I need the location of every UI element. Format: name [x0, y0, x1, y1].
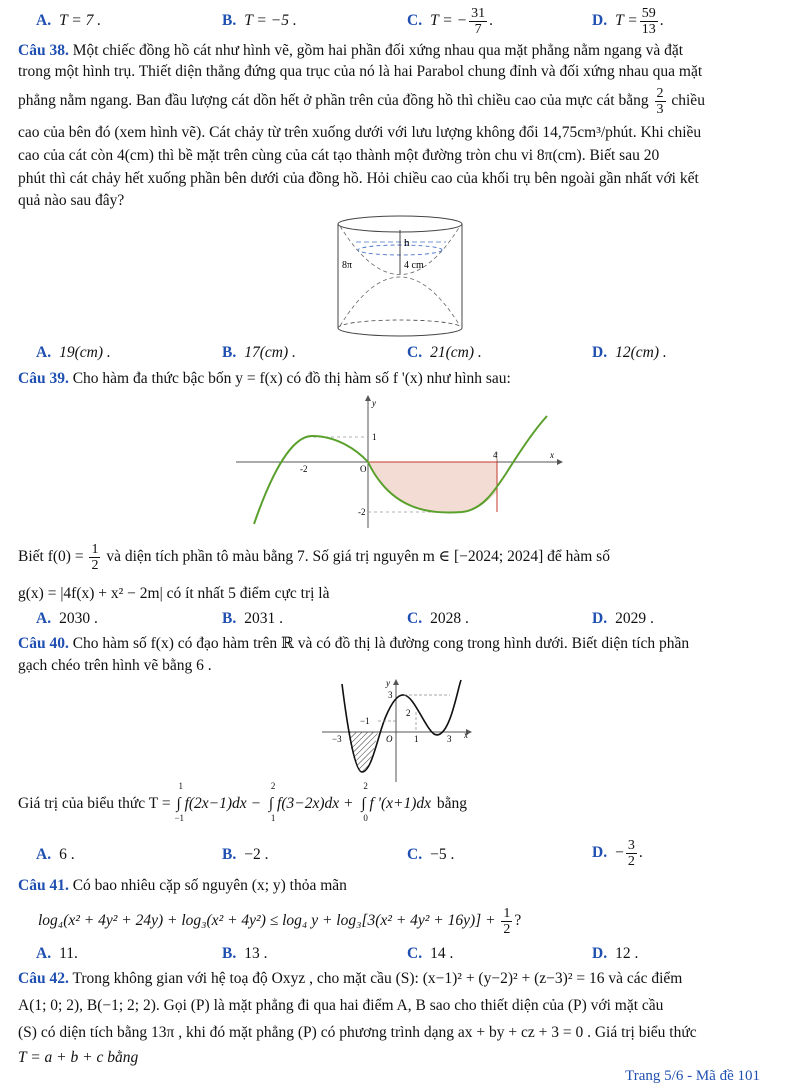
q39-option-b[interactable]: B. 2031 . [222, 610, 283, 627]
q39-option-a[interactable]: A. 2030 . [36, 610, 98, 627]
q40-option-a[interactable]: A. 6 . [36, 846, 75, 863]
label-y: y [372, 398, 376, 408]
bottom-ellipse-back [338, 320, 462, 328]
q42-line1: Câu 42. Trong không gian với hệ toạ độ Oxyz , cho mặt cầu (S): (x−1)² + (y−2)² + (z−3)² = 16 và các điểm [18, 970, 683, 987]
label-1: 1 [414, 734, 419, 744]
fraction: $\frac{3}{2}$ [627, 838, 635, 869]
label-x: x [464, 730, 468, 740]
q40-function-graph [316, 676, 476, 786]
q42-line3: (S) có diện tích bằng 13π , khi đó mặt phẳng (P) có phương trình dạng ax + by + cz + 3 = 0 . Giá trị biểu thức [18, 1024, 697, 1041]
label-3y: 3 [388, 690, 393, 700]
q38-line1: Câu 38. Một chiếc đồng hồ cát như hình vẽ, gồm hai phần đối xứng nhau qua mặt phẳng nằm ngang và đặt [18, 42, 684, 59]
q37-option-d[interactable]: D. T = $\frac{59}{13}$ . [592, 6, 664, 37]
integral-1: 1 −1 ∫ f(2x−1)dx − [174, 781, 262, 823]
q39-option-c[interactable]: C. 2028 . [407, 610, 469, 627]
q38-line3: phẳng nằm ngang. Ban đầu lượng cát dồn hết ở phần trên của đồng hồ thì chiều cao của mực cát bằng $\frac{2}{3}$ chiều [18, 86, 705, 117]
integral-2: 2 1 ∫ f(3−2x)dx + [268, 781, 354, 823]
q39-stem: Câu 39. Cho hàm đa thức bậc bốn y = f(x) có đồ thị hàm số f '(x) như hình sau: [18, 370, 511, 387]
q40-line1: Câu 40. Cho hàm số f(x) có đạo hàm trên ℝ và có đồ thị là đường cong trong hình dưới. Biết diện tích phần [18, 635, 690, 652]
q40-line2: gạch chéo trên hình vẽ bằng 6 . [18, 657, 212, 674]
label-origin: O [386, 734, 393, 744]
q41-option-b[interactable]: B. 13 . [222, 945, 268, 962]
q40-option-c[interactable]: C. −5 . [407, 846, 455, 863]
q42-line4: T = a + b + c bằng [18, 1049, 139, 1066]
label-neg2y: -2 [358, 507, 366, 517]
q37-options [0, 6, 800, 36]
q38-line4: cao của bên đó (xem hình vẽ). Cát chảy từ trên xuống dưới với lưu lượng không đổi 14,75cm³/phút. Khi chiều [18, 124, 702, 141]
label-8pi: 8π [342, 260, 353, 271]
q41-option-c[interactable]: C. 14 . [407, 945, 454, 962]
q38-option-d[interactable]: D. 12(cm) . [592, 344, 667, 361]
bottom-ellipse [338, 328, 462, 336]
q39-option-d[interactable]: D. 2029 . [592, 610, 654, 627]
q39-derivative-graph [232, 392, 568, 532]
page-footer: Trang 5/6 - Mã đề 101 [625, 1068, 760, 1084]
q42-line2: A(1; 0; 2), B(−1; 2; 2). Gọi (P) là mặt phẳng đi qua hai điểm A, B sao cho thiết diện của (P) với mặt cầu [18, 997, 664, 1014]
q41-option-a[interactable]: A. 11. [36, 945, 78, 962]
q37-option-b[interactable]: B. T = −5 . [222, 12, 297, 29]
label-4: 4 [493, 450, 498, 460]
q37-option-a[interactable]: A. T = 7 . [36, 12, 102, 29]
fraction: $\frac{59}{13}$ [641, 6, 656, 37]
top-ellipse [338, 216, 462, 232]
label-4cm: 4 cm [404, 260, 424, 271]
q38-line6: phút thì cát chảy hết xuống phần bên dưới của đồng hồ. Hỏi chiều cao của khối trụ bên ngoài gần nhất với kết [18, 170, 699, 187]
q38-option-c[interactable]: C. 21(cm) . [407, 344, 482, 361]
q40-expression: Giá trị của biểu thức T = 1 −1 ∫ f(2x−1)dx − 2 1 ∫ f(3−2x)dx + 2 0 ∫ f '(x+1)dx bằng [18, 781, 468, 823]
q41-option-d[interactable]: D. 12 . [592, 945, 639, 962]
shaded-region [368, 462, 497, 512]
q40-options [0, 838, 800, 872]
q38-line5: cao của cát còn 4(cm) thì bề mặt trên cùng của cát tạo thành một đường tròn chu vi 8π(cm). Biết sau 20 [18, 147, 660, 164]
q38-option-b[interactable]: B. 17(cm) . [222, 344, 296, 361]
label-2: 2 [406, 708, 411, 718]
fraction: $\frac{1}{2}$ [91, 542, 99, 573]
label-1: 1 [372, 432, 377, 442]
label-neg1: −1 [360, 716, 370, 726]
q39-function: g(x) = |4f(x) + x² − 2m| có ít nhất 5 điểm cực trị là [18, 585, 330, 602]
label-neg3: −3 [332, 734, 342, 744]
q38-line7: quả nào sau đây? [18, 192, 125, 209]
fraction: $\frac{1}{2}$ [503, 906, 511, 937]
label-origin: O [360, 464, 367, 474]
q40-option-b[interactable]: B. −2 . [222, 846, 269, 863]
label-x: x [550, 450, 554, 460]
q38-line2: trong một hình trụ. Thiết diện thẳng đứng qua trục của nó là hai Parabol chung đỉnh và đối xứng nhau qua mặt [18, 63, 703, 80]
q37-option-c[interactable]: C. T = − $\frac{31}{7}$ . [407, 6, 493, 37]
q38-option-a[interactable]: A. 19(cm) . [36, 344, 111, 361]
label-h: h [404, 237, 410, 249]
q39-condition: Biết f(0) = $\frac{1}{2}$ và diện tích phần tô màu bằng 7. Số giá trị nguyên m ∈ [−2024; 2024] để hàm số [18, 542, 610, 573]
label-neg2x: -2 [300, 464, 308, 474]
fraction: $\frac{2}{3}$ [656, 86, 664, 117]
q41-inequality: log₄(x² + 4y² + 24y) + log₃(x² + 4y²) ≤ log₄ y + log₃[3(x² + 4y² + 16y)] + $\frac{1}{2}$ ? [38, 906, 522, 937]
lower-parabola [340, 277, 460, 326]
integral-3: 2 0 ∫ f '(x+1)dx [361, 781, 432, 823]
label-3x: 3 [447, 734, 452, 744]
fraction: $\frac{31}{7}$ [471, 6, 486, 37]
hourglass-figure [328, 208, 473, 338]
q40-option-d[interactable]: D. − $\frac{3}{2}$ . [592, 838, 643, 869]
label-y: y [386, 678, 390, 688]
q41-stem: Câu 41. Có bao nhiêu cặp số nguyên (x; y) thỏa mãn [18, 877, 347, 894]
